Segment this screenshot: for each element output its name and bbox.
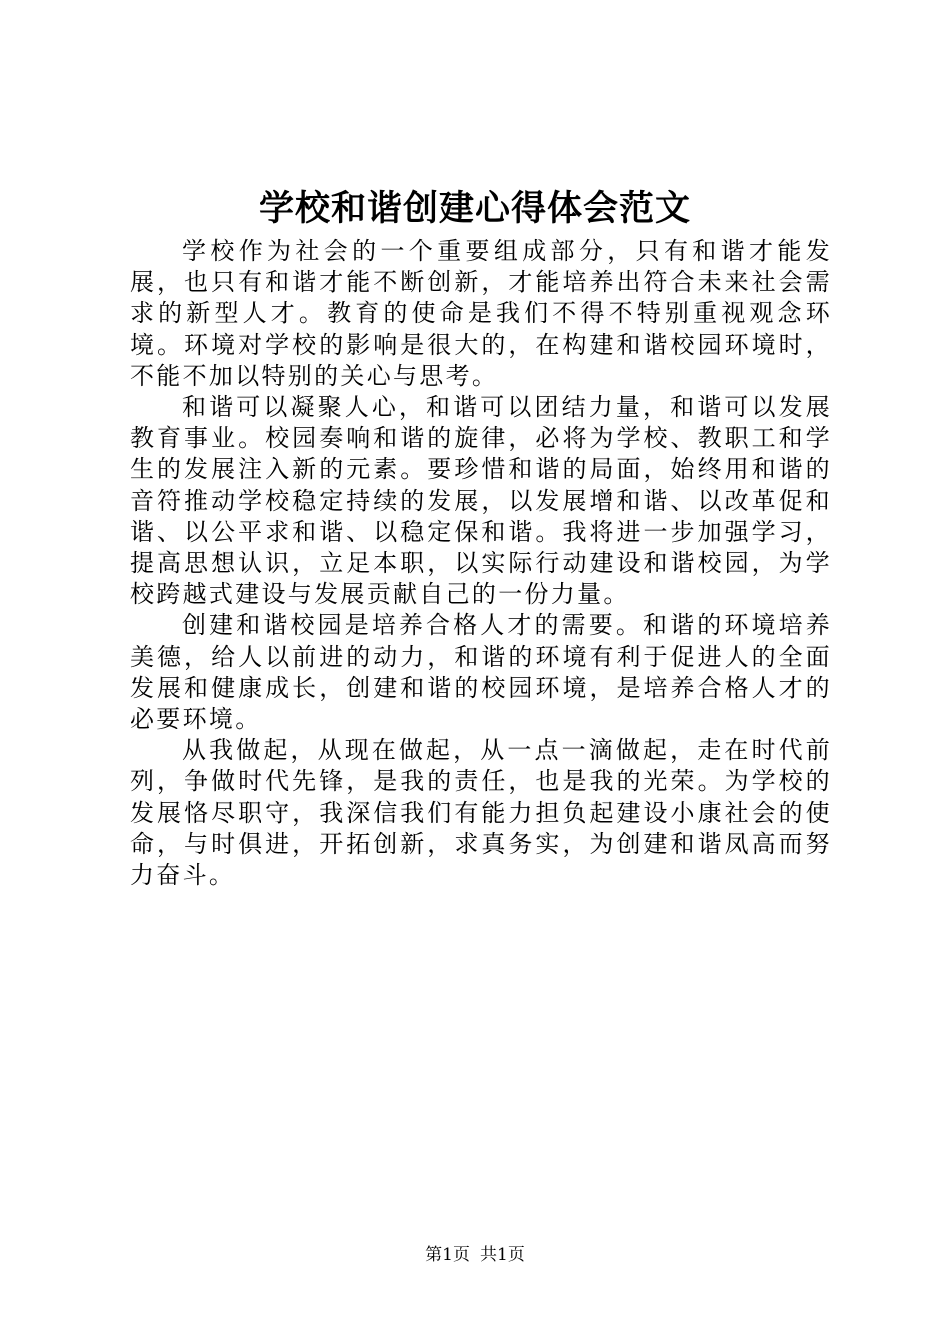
page-total: 共1页 (480, 1245, 525, 1265)
paragraph-1: 学校作为社会的一个重要组成部分，只有和谐才能发展，也只有和谐才能不断创新，才能培养出符合未来社会需求的新型人才。教育的使命是我们不得不特别重视观念环境。环境对学校的影响是很大的，在构建和谐校园环境时，不能不加以特别的关心与思考。 (130, 237, 832, 390)
paragraph-4: 从我做起，从现在做起，从一点一滴做起，走在时代前列，争做时代先锋，是我的责任，也是我的光荣。为学校的发展恪尽职守，我深信我们有能力担负起建设小康社会的使命，与时俱进，开拓创新，求真务实，为创建和谐凤高而努力奋斗。 (130, 736, 832, 890)
page-number: 第1页 (425, 1245, 470, 1265)
document-body (130, 236, 832, 891)
document-title: 学校和谐创建心得体会范文 (258, 188, 691, 229)
paragraph-2: 和谐可以凝聚人心，和谐可以团结力量，和谐可以发展教育事业。校园奏响和谐的旋律，必将为学校、教职工和学生的发展注入新的元素。要珍惜和谐的局面，始终用和谐的音符推动学校稳定持续的发展，以发展增和谐、以改革促和谐、以公平求和谐、以稳定保和谐。我将进一步加强学习，提高思想认识，立足本职，以实际行动建设和谐校园，为学校跨越式建设与发展贡献自己的一份力量。 (130, 393, 832, 609)
paragraph-3: 创建和谐校园是培养合格人才的需要。和谐的环境培养美德，给人以前进的动力，和谐的环境有利于促进人的全面发展和健康成长，创建和谐的校园环境，是培养合格人才的必要环境。 (130, 611, 832, 734)
page-footer (0, 1244, 950, 1266)
